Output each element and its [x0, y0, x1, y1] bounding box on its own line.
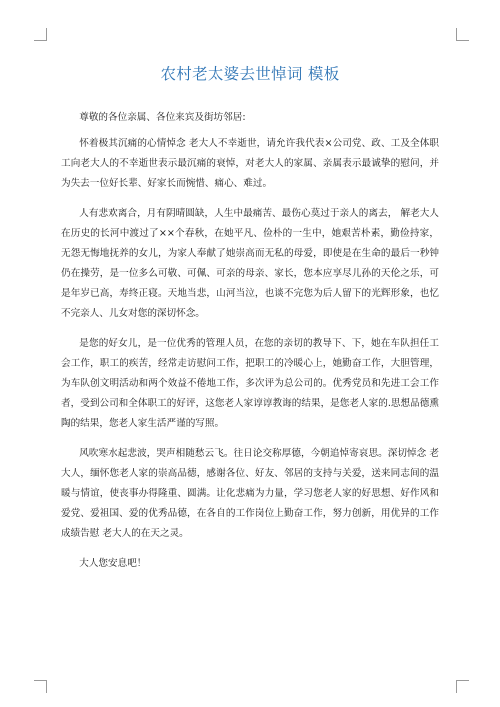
- crop-mark-top-left: [34, 28, 47, 41]
- salutation-paragraph: 尊敬的各位亲属、各位来宾及街坊邻居:: [79, 112, 246, 123]
- document-title: 农村老太婆去世悼词 模板: [160, 65, 340, 83]
- crop-mark-top-right: [456, 28, 469, 41]
- crop-mark-bottom-right: [456, 680, 469, 693]
- body-paragraph-3: 是您的好女儿，是一位优秀的管理人员，在您的亲切的教导下、下，她在车队担任工会工作，职工的疾苦，经常走访慰问工作，把职工的冷暖心上，她勤奋工作，大胆管理，为车队创文明活动和两个效益不倦地工作，多次评为总公司的。优秀党员和先进工会工作者，受到公司和全体职工的好评，这您老人家谆谆教诲的结果，是您老人家的.思想品德熏陶的结果，您老人家生活严谨的写照。: [61, 338, 439, 429]
- body-paragraph-4: 风吹寒水起悲波，哭声相随愁云飞。往日论交称厚德，今朝追悼寄哀思。深切悼念 老大人，缅怀您老人家的崇高品德，感谢各位、好友、邻居的支持与关爱，送来同志间的温暖与情谊，使丧事办得隆重、圆满。让化悲痛为力量，学习您老人家的好思想、好作风和爱党、爱祖国、爱的优秀品德，在各自的工作岗位上勤奋工作，努力创新，用优异的工作成绩告慰 老大人的在天之灵。: [61, 448, 439, 539]
- crop-mark-bottom-left: [34, 680, 47, 693]
- body-paragraph-2: 人有悲欢离合，月有阴晴圆缺，人生中最痛苦、最伤心莫过于亲人的离去， 解老大人在历史的长河中渡过了××个春秋，在她平凡、俭朴的一生中，她艰苦朴素，勤俭持家，无怨无悔地抚养的女儿，为家人奉献了她崇高而无私的母爱，即使是在生命的最后一秒钟仍在操劳，是一位多么可敬、可佩、可亲的母亲、家长，您本应享尽儿孙的天伦之乐，可是年岁已高，寿终正寝。天地当悲，山河当泣，也谈不完您为后人留下的光辉形象，也忆不完亲人、儿女对您的深切怀念。: [61, 208, 439, 319]
- closing-paragraph: 大人您安息吧！: [79, 558, 147, 569]
- body-paragraph-1: 怀着极其沉痛的心情悼念 老大人不幸逝世，请允许我代表×公司党、政、工及全体职工向老大人的不幸逝世表示最沉痛的衰悼，对老大人的家属、亲属表示最诚挚的慰问，并为失去一位好长辈、好家长而惋惜、痛心、难过。: [61, 138, 439, 189]
- document-body: [61, 108, 439, 584]
